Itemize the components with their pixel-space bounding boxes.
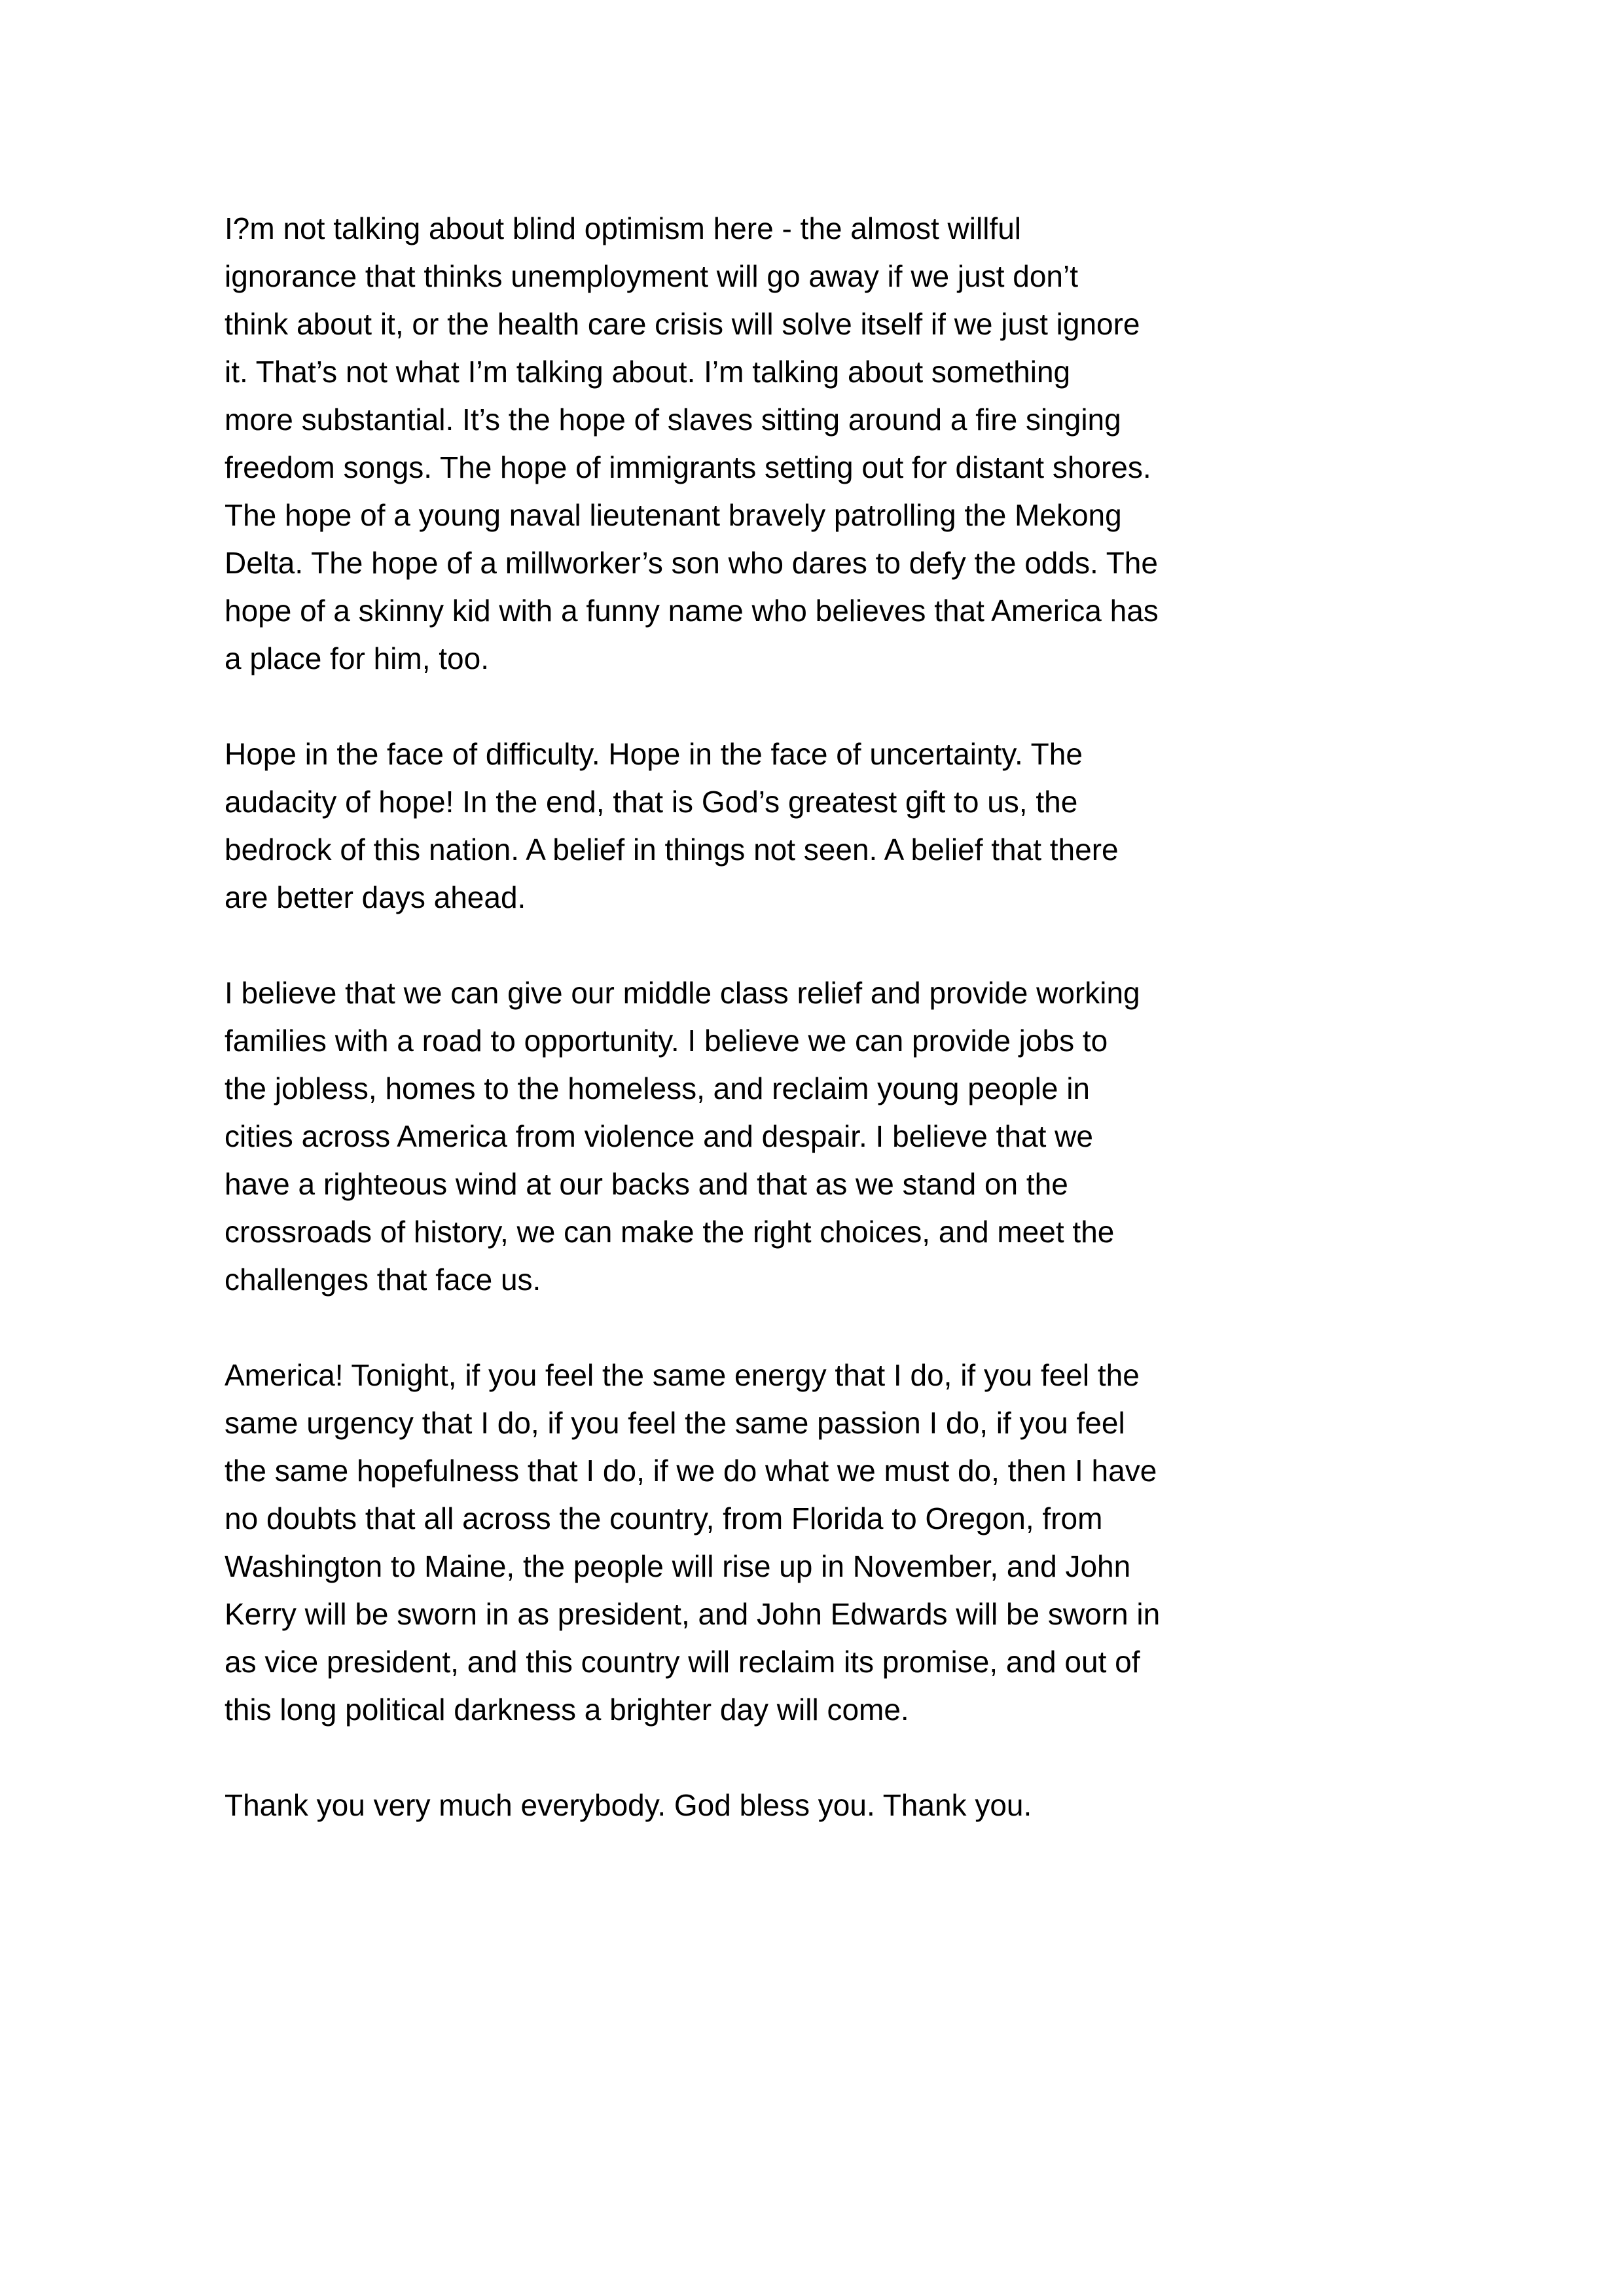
paragraph-believe — [225, 969, 1403, 1304]
text-line: I?m not talking about blind optimism here - the almost willful — [225, 211, 1022, 245]
text-line: families with a road to opportunity. I believe we can provide jobs to — [225, 1024, 1108, 1058]
text-line: I believe that we can give our middle class relief and provide working — [225, 976, 1140, 1010]
text-line: Kerry will be sworn in as president, and John Edwards will be sworn in — [225, 1597, 1161, 1631]
text-line: have a righteous wind at our backs and that as we stand on the — [225, 1167, 1068, 1201]
text-line: a place for him, too. — [225, 641, 489, 675]
paragraph-hope — [225, 730, 1403, 922]
text-line: think about it, or the health care crisis will solve itself if we just ignore — [225, 307, 1140, 341]
text-line: ignorance that thinks unemployment will go away if we just don’t — [225, 259, 1079, 293]
text-block — [225, 205, 1403, 1877]
paragraph-america-tonight — [225, 1352, 1403, 1734]
text-line: bedrock of this nation. A belief in things not seen. A belief that there — [225, 833, 1119, 867]
paragraph-thank-you — [225, 1782, 1403, 1829]
text-line: more substantial. It’s the hope of slaves sitting around a fire singing — [225, 403, 1121, 437]
text-line: The hope of a young naval lieutenant bravely patrolling the Mekong — [225, 498, 1122, 532]
text-line: freedom songs. The hope of immigrants setting out for distant shores. — [225, 450, 1151, 484]
text-line: cities across America from violence and despair. I believe that we — [225, 1119, 1093, 1153]
text-line: America! Tonight, if you feel the same energy that I do, if you feel the — [225, 1358, 1140, 1392]
text-line: are better days ahead. — [225, 880, 526, 914]
text-line: Thank you very much everybody. God bless you. Thank you. — [225, 1788, 1032, 1822]
text-line: hope of a skinny kid with a funny name who believes that America has — [225, 594, 1159, 628]
text-line: audacity of hope! In the end, that is God’s greatest gift to us, the — [225, 785, 1078, 819]
text-line: crossroads of history, we can make the right choices, and meet the — [225, 1215, 1115, 1249]
text-line: challenges that face us. — [225, 1263, 541, 1297]
text-line: Hope in the face of difficulty. Hope in the face of uncertainty. The — [225, 737, 1083, 771]
paragraph-optimism — [225, 205, 1403, 683]
text-line: this long political darkness a brighter day will come. — [225, 1693, 909, 1727]
text-line: the same hopefulness that I do, if we do what we must do, then I have — [225, 1454, 1157, 1488]
text-line: Washington to Maine, the people will rise up in November, and John — [225, 1549, 1131, 1583]
text-line: Delta. The hope of a millworker’s son who dares to defy the odds. The — [225, 546, 1158, 580]
text-line: the jobless, homes to the homeless, and reclaim young people in — [225, 1071, 1091, 1105]
text-line: it. That’s not what I’m talking about. I’m talking about something — [225, 355, 1071, 389]
text-line: as vice president, and this country will reclaim its promise, and out of — [225, 1645, 1140, 1679]
text-line: no doubts that all across the country, from Florida to Oregon, from — [225, 1501, 1103, 1535]
text-line: same urgency that I do, if you feel the same passion I do, if you feel — [225, 1406, 1125, 1440]
